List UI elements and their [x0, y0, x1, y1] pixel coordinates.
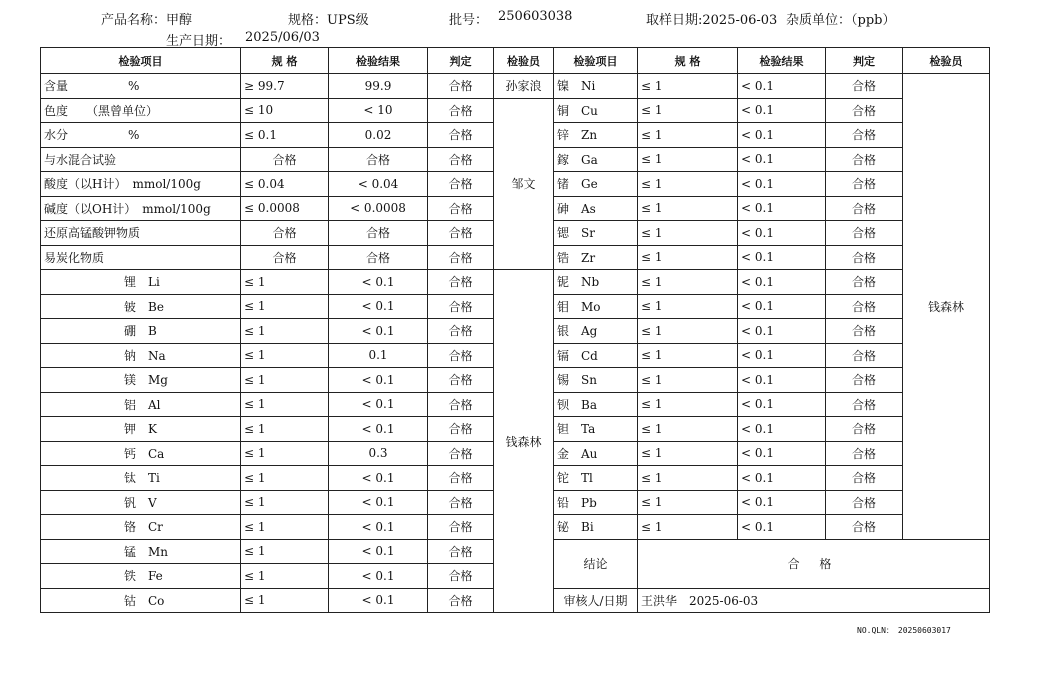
verdict-value: 合格 — [826, 515, 903, 540]
result-value: < 0.1 — [738, 490, 826, 515]
result-value: < 0.1 — [738, 74, 826, 99]
result-value: < 0.1 — [738, 515, 826, 540]
verdict-value: 合格 — [428, 123, 494, 148]
result-value: < 0.1 — [738, 319, 826, 344]
spec-value: ≤ 1 — [241, 539, 329, 564]
spec-grade: 规格：UPS级 — [288, 13, 369, 28]
item-name: 含量 % — [41, 74, 241, 99]
verdict-value: 合格 — [826, 343, 903, 368]
col-header-result: 检验结果 — [329, 48, 428, 74]
spec-value: ≤ 1 — [638, 270, 738, 295]
production-date-label: 生产日期： — [166, 34, 232, 49]
item-name: 钴 Co — [41, 588, 241, 613]
item-name: 锰 Mn — [41, 539, 241, 564]
result-value: < 0.1 — [329, 564, 428, 589]
item-name: 酸度（以H计） mmol/100g — [41, 172, 241, 197]
spec-value: ≤ 1 — [638, 221, 738, 246]
result-value: 99.9 — [329, 74, 428, 99]
production-date: 2025/06/03 — [245, 30, 320, 45]
result-value: < 0.1 — [738, 466, 826, 491]
sampling-date: 取样日期:2025-06-03 — [646, 13, 778, 28]
verdict-value: 合格 — [428, 564, 494, 589]
spec-value: ≤ 10 — [241, 98, 329, 123]
spec-value: 合格 — [241, 147, 329, 172]
result-value: < 0.1 — [738, 368, 826, 393]
col-header-spec-right: 规 格 — [638, 48, 738, 74]
header-row — [41, 48, 990, 74]
spec-value: ≤ 1 — [241, 270, 329, 295]
verdict-value: 合格 — [428, 294, 494, 319]
item-name: 银 Ag — [554, 319, 638, 344]
item-name: 铝 Al — [41, 392, 241, 417]
item-name: 铌 Nb — [554, 270, 638, 295]
verdict-value: 合格 — [826, 74, 903, 99]
spec-value: ≤ 1 — [638, 368, 738, 393]
spec-value: ≤ 1 — [638, 466, 738, 491]
result-value: < 0.1 — [738, 147, 826, 172]
verdict-value: 合格 — [428, 270, 494, 295]
spec-value: ≤ 1 — [638, 441, 738, 466]
spec-value: ≤ 1 — [638, 343, 738, 368]
item-name: 碱度（以OH计） mmol/100g — [41, 196, 241, 221]
item-name: 锶 Sr — [554, 221, 638, 246]
spec-value: ≤ 1 — [241, 343, 329, 368]
spec-value: 合格 — [241, 245, 329, 270]
col-header-spec: 规 格 — [241, 48, 329, 74]
verdict-value: 合格 — [428, 515, 494, 540]
item-name: 砷 As — [554, 196, 638, 221]
document-number: NO.QLN： 20250603017 — [857, 626, 951, 635]
verdict-value: 合格 — [826, 98, 903, 123]
item-name: 鎵 Ga — [554, 147, 638, 172]
item-name: 硼 B — [41, 319, 241, 344]
item-name: 铅 Pb — [554, 490, 638, 515]
result-value: < 0.1 — [329, 319, 428, 344]
verdict-value: 合格 — [826, 466, 903, 491]
result-value: < 0.1 — [329, 466, 428, 491]
spec-value: ≤ 1 — [241, 319, 329, 344]
result-value: < 0.1 — [738, 441, 826, 466]
item-name: 钙 Ca — [41, 441, 241, 466]
result-value: < 0.1 — [329, 515, 428, 540]
spec-value: ≥ 99.7 — [241, 74, 329, 99]
spec-value: ≤ 1 — [241, 392, 329, 417]
result-value: < 0.1 — [329, 392, 428, 417]
result-value: < 0.1 — [738, 392, 826, 417]
result-value: < 0.1 — [329, 490, 428, 515]
spec-value: ≤ 1 — [241, 441, 329, 466]
result-value: < 0.1 — [329, 294, 428, 319]
item-name: 镁 Mg — [41, 368, 241, 393]
result-value: < 0.1 — [738, 343, 826, 368]
item-name: 钠 Na — [41, 343, 241, 368]
verdict-value: 合格 — [826, 270, 903, 295]
col-header-item-right: 检验项目 — [554, 48, 638, 74]
item-name: 钛 Ti — [41, 466, 241, 491]
verdict-value: 合格 — [826, 368, 903, 393]
result-value: < 0.1 — [329, 539, 428, 564]
conclusion-value: 合 格 — [638, 539, 990, 588]
spec-value: ≤ 0.1 — [241, 123, 329, 148]
col-header-verdict-right: 判定 — [826, 48, 903, 74]
product-name: 产品名称：甲醇 — [101, 13, 193, 28]
item-name: 铊 Tl — [554, 466, 638, 491]
table-row — [41, 98, 990, 123]
verdict-value: 合格 — [826, 392, 903, 417]
spec-value: 合格 — [241, 221, 329, 246]
verdict-value: 合格 — [826, 245, 903, 270]
result-value: < 0.1 — [329, 368, 428, 393]
spec-value: ≤ 1 — [241, 417, 329, 442]
result-value: < 0.1 — [738, 123, 826, 148]
spec-value: ≤ 1 — [638, 319, 738, 344]
item-name: 易炭化物质 — [41, 245, 241, 270]
result-value: < 0.1 — [738, 172, 826, 197]
result-value: 合格 — [329, 221, 428, 246]
item-name: 镍 Ni — [554, 74, 638, 99]
verdict-value: 合格 — [428, 245, 494, 270]
inspector-name: 孙家浪 — [494, 74, 554, 99]
verdict-value: 合格 — [428, 319, 494, 344]
spec-value: ≤ 1 — [638, 245, 738, 270]
spec-value: ≤ 1 — [241, 515, 329, 540]
result-value: < 0.1 — [329, 270, 428, 295]
spec-value: ≤ 1 — [638, 515, 738, 540]
verdict-value: 合格 — [826, 294, 903, 319]
item-name: 色度 （黑曾单位） — [41, 98, 241, 123]
review-label: 审核人/日期 — [554, 588, 638, 613]
spec-value: ≤ 1 — [241, 466, 329, 491]
result-value: < 0.1 — [738, 98, 826, 123]
verdict-value: 合格 — [826, 490, 903, 515]
spec-value: ≤ 1 — [241, 294, 329, 319]
result-value: < 0.1 — [738, 221, 826, 246]
inspector-name: 邹文 — [494, 98, 554, 270]
col-header-inspector: 检验员 — [494, 48, 554, 74]
result-value: < 0.1 — [738, 245, 826, 270]
spec-value: ≤ 1 — [638, 294, 738, 319]
verdict-value: 合格 — [428, 490, 494, 515]
item-name: 镉 Cd — [554, 343, 638, 368]
verdict-value: 合格 — [428, 588, 494, 613]
verdict-value: 合格 — [428, 196, 494, 221]
item-name: 铍 Be — [41, 294, 241, 319]
spec-value: ≤ 1 — [638, 123, 738, 148]
spec-value: ≤ 1 — [638, 172, 738, 197]
verdict-value: 合格 — [428, 441, 494, 466]
result-value: < 10 — [329, 98, 428, 123]
spec-value: ≤ 1 — [638, 147, 738, 172]
verdict-value: 合格 — [428, 172, 494, 197]
batch-label: 批号： — [449, 13, 489, 28]
inspector-name: 钱森林 — [903, 74, 990, 540]
item-name: 铁 Fe — [41, 564, 241, 589]
table-row — [41, 270, 990, 295]
table-row — [41, 74, 990, 99]
spec-value: ≤ 0.0008 — [241, 196, 329, 221]
spec-value: ≤ 1 — [241, 368, 329, 393]
result-value: 合格 — [329, 147, 428, 172]
verdict-value: 合格 — [826, 441, 903, 466]
item-name: 锗 Ge — [554, 172, 638, 197]
verdict-value: 合格 — [428, 392, 494, 417]
verdict-value: 合格 — [428, 221, 494, 246]
result-value: < 0.0008 — [329, 196, 428, 221]
verdict-value: 合格 — [428, 343, 494, 368]
item-name: 锌 Zn — [554, 123, 638, 148]
result-value: 0.3 — [329, 441, 428, 466]
item-name: 铬 Cr — [41, 515, 241, 540]
reviewer-date: 王洪华 2025-06-03 — [638, 588, 990, 613]
result-value: 0.02 — [329, 123, 428, 148]
item-name: 钽 Ta — [554, 417, 638, 442]
spec-value: ≤ 1 — [638, 490, 738, 515]
result-value: < 0.1 — [738, 294, 826, 319]
spec-value: ≤ 1 — [241, 490, 329, 515]
verdict-value: 合格 — [826, 147, 903, 172]
verdict-value: 合格 — [826, 319, 903, 344]
item-name: 锂 Li — [41, 270, 241, 295]
spec-value: ≤ 0.04 — [241, 172, 329, 197]
item-name: 水分 % — [41, 123, 241, 148]
verdict-value: 合格 — [826, 221, 903, 246]
item-name: 钡 Ba — [554, 392, 638, 417]
item-name: 锡 Sn — [554, 368, 638, 393]
col-header-item: 检验项目 — [41, 48, 241, 74]
col-header-verdict: 判定 — [428, 48, 494, 74]
spec-value: ≤ 1 — [638, 417, 738, 442]
verdict-value: 合格 — [428, 98, 494, 123]
verdict-value: 合格 — [428, 368, 494, 393]
item-name: 钼 Mo — [554, 294, 638, 319]
verdict-value: 合格 — [428, 539, 494, 564]
spec-value: ≤ 1 — [241, 564, 329, 589]
result-value: 0.1 — [329, 343, 428, 368]
verdict-value: 合格 — [826, 417, 903, 442]
result-value: < 0.1 — [738, 417, 826, 442]
verdict-value: 合格 — [428, 466, 494, 491]
item-name: 铜 Cu — [554, 98, 638, 123]
verdict-value: 合格 — [826, 123, 903, 148]
verdict-value: 合格 — [428, 417, 494, 442]
col-header-result-right: 检验结果 — [738, 48, 826, 74]
inspector-name: 钱森林 — [494, 270, 554, 613]
spec-value: ≤ 1 — [638, 74, 738, 99]
result-value: < 0.1 — [738, 196, 826, 221]
item-name: 金 Au — [554, 441, 638, 466]
verdict-value: 合格 — [428, 74, 494, 99]
verdict-value: 合格 — [826, 196, 903, 221]
result-value: 合格 — [329, 245, 428, 270]
batch-number: 250603038 — [498, 9, 573, 24]
spec-value: ≤ 1 — [241, 588, 329, 613]
result-value: < 0.1 — [738, 270, 826, 295]
verdict-value: 合格 — [428, 147, 494, 172]
item-name: 铋 Bi — [554, 515, 638, 540]
result-value: < 0.04 — [329, 172, 428, 197]
spec-value: ≤ 1 — [638, 392, 738, 417]
inspection-table — [40, 47, 990, 613]
verdict-value: 合格 — [826, 172, 903, 197]
conclusion-label: 结论 — [554, 539, 638, 588]
item-name: 钾 K — [41, 417, 241, 442]
result-value: < 0.1 — [329, 417, 428, 442]
col-header-inspector-right: 检验员 — [903, 48, 990, 74]
item-name: 与水混合试验 — [41, 147, 241, 172]
item-name: 钒 V — [41, 490, 241, 515]
impurity-unit: 杂质单位：（ppb） — [786, 13, 896, 28]
item-name: 锆 Zr — [554, 245, 638, 270]
spec-value: ≤ 1 — [638, 196, 738, 221]
spec-value: ≤ 1 — [638, 98, 738, 123]
result-value: < 0.1 — [329, 588, 428, 613]
item-name: 还原高锰酸钾物质 — [41, 221, 241, 246]
